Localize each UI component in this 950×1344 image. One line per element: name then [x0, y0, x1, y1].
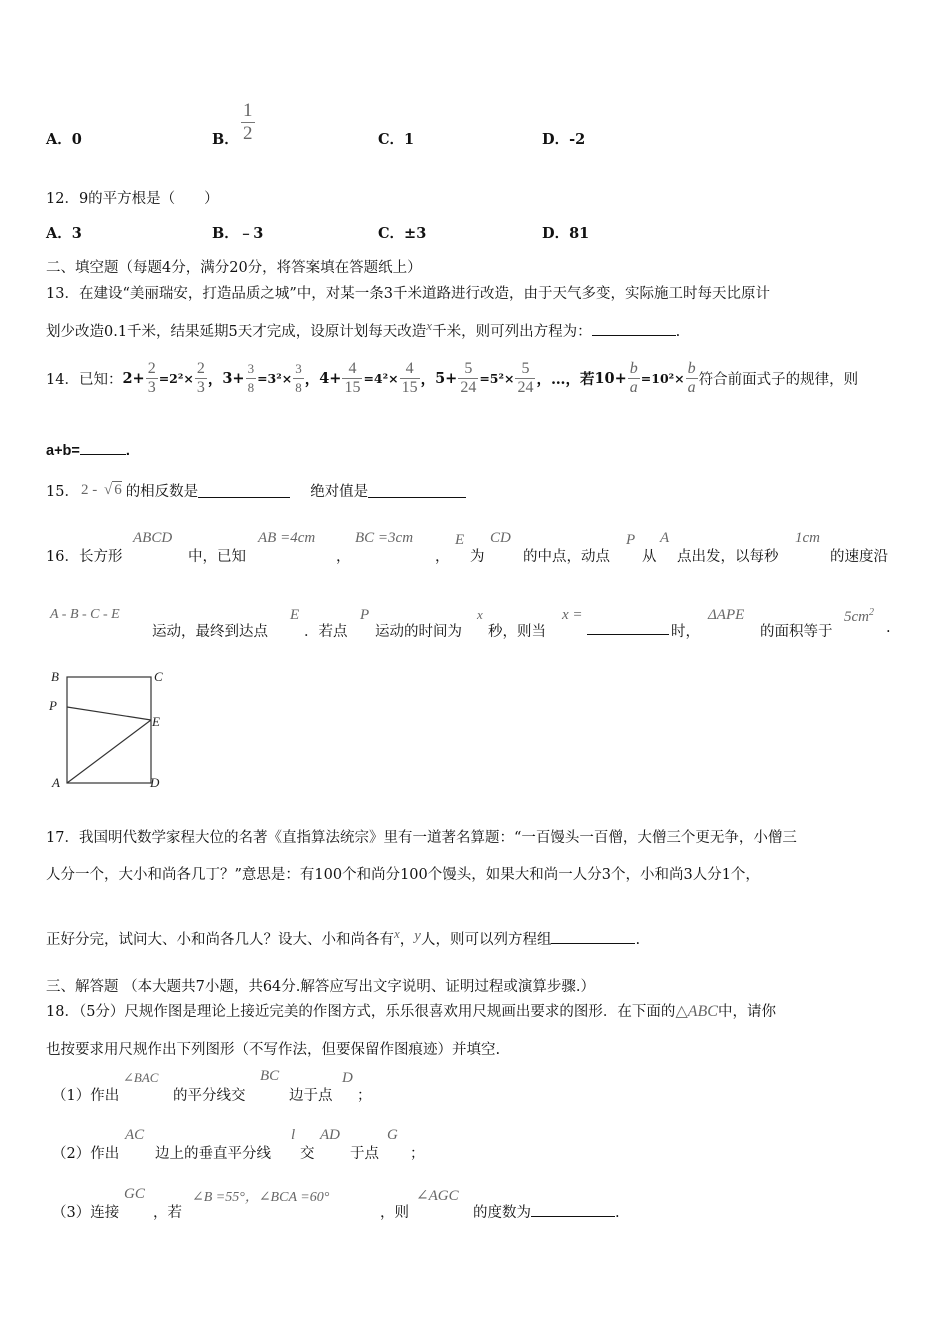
q15-answer-blank-1[interactable]	[198, 483, 290, 498]
q14-t4-a: 5+	[435, 369, 458, 387]
q11-option-b-fraction	[240, 100, 256, 145]
q18-step2-b: 边上的垂直平分线	[155, 1146, 271, 1162]
segment-ae	[67, 720, 151, 783]
q18-step3-lead: （3）连接	[52, 1205, 120, 1221]
q14-f3b-num: 4	[405, 359, 414, 377]
q18-step3-b: ，若	[153, 1205, 182, 1221]
q17-line3	[46, 926, 640, 949]
q18-step2-ac: AC	[125, 1127, 145, 1143]
q17-answer-blank[interactable]	[551, 929, 635, 944]
q15-mid: 的相反数是	[125, 484, 199, 500]
q14-f1-num: 2	[147, 359, 156, 377]
q18-step3-d	[473, 1201, 620, 1222]
q14-lead: 14．已知：	[46, 371, 123, 388]
q17-y: y	[414, 928, 421, 944]
q14-t1-a: 2+	[122, 369, 145, 387]
q11-b-numerator: 1	[243, 100, 253, 121]
q18-step2-l: l	[291, 1127, 296, 1143]
q11-option-b-label: B．	[212, 131, 239, 148]
q14-f1-den: 3	[147, 378, 156, 396]
q18-step3-agc: ∠AGC	[416, 1188, 459, 1204]
q18-step3-end: .	[615, 1205, 620, 1221]
q18-step1-b: 的平分线交	[173, 1088, 246, 1104]
q16-in-known: 中，已知	[188, 549, 246, 565]
q16-speed: 1cm	[795, 530, 820, 546]
q16-end: .	[886, 620, 891, 636]
q16-bc: BC =3cm	[355, 530, 414, 546]
q15-line	[46, 480, 466, 501]
q14-f3b-den: 15	[401, 378, 418, 396]
q18-step2-c: 交	[300, 1146, 315, 1162]
q14-t5-a: 10+	[594, 369, 627, 387]
figure-label-e: E	[152, 714, 160, 729]
q14-f2-den: 8	[247, 379, 255, 395]
q15-expr-root: 6	[114, 482, 122, 498]
q16-l2-e: 时，	[671, 624, 700, 640]
figure-label-b: B	[51, 669, 59, 684]
q14-t1-eq: =2²×	[158, 370, 194, 386]
q13-line2-text2: 千米，则可列出方程为：	[432, 324, 592, 340]
q16-l2-c: 运动的时间为	[375, 624, 462, 640]
rectangle-figure	[40, 662, 180, 794]
q18-step1-bc: BC	[260, 1068, 280, 1084]
q17-line2: 人分一个，大小和尚各几丁？”意思是：有100个和尚分100个馒头，如果大和尚一人分3个，小和尚3人分1个，	[46, 867, 760, 883]
q14-f4-den: 24	[460, 378, 477, 396]
q14-t4-eq: =5²×	[479, 370, 515, 386]
q14-f5b-den: a	[687, 378, 696, 396]
q16-blank-wrap	[587, 620, 669, 639]
section2-title: 二、填空题（每题4分，满分20分，将答案填在答题纸上）	[46, 260, 422, 276]
q11-option-a: A．0	[46, 131, 82, 148]
q16-area-exp: 2	[869, 607, 874, 618]
q14-tail: 符合前面式子的规律，则	[698, 371, 859, 388]
figure-label-d: D	[150, 775, 160, 790]
q15-expr-a: 2 -	[80, 482, 98, 498]
q16-start-text: 点出发，以每秒	[677, 549, 779, 565]
q15-answer-blank-2[interactable]	[368, 483, 466, 498]
q18-step1-d: D	[342, 1070, 353, 1086]
q12-option-d: D．81	[542, 225, 590, 242]
section3-title: 三、解答题 （本大题共7小题，共64分.解答应写出文字说明、证明过程或演算步骤.）	[46, 979, 596, 995]
q16-cd: CD	[490, 530, 511, 546]
q16-x: x	[477, 607, 483, 622]
q16-mid-text: 的中点，动点	[523, 549, 610, 565]
q16-wei: 为	[470, 549, 485, 565]
q14-end: .	[125, 443, 130, 459]
q16-l2-d: 秒，则当	[488, 624, 546, 640]
figure-label-a: A	[52, 775, 60, 790]
q14-line1	[46, 352, 858, 404]
q18-step3-cond: ∠B =55°，∠BCA =60°	[192, 1190, 330, 1205]
q16-rect: ABCD	[133, 530, 173, 546]
q16-e2: E	[290, 607, 300, 623]
q17-comma: ，	[399, 932, 415, 948]
q11-option-c: C．1	[378, 131, 415, 148]
q14-t3-eq: =4²×	[363, 370, 399, 386]
q12-stem: 12．9的平方根是（ ）	[46, 191, 219, 207]
q16-answer-blank[interactable]	[587, 620, 669, 635]
q14-f3-den: 15	[344, 378, 361, 396]
q16-lead: 16．长方形	[46, 549, 123, 565]
q14-answer-blank[interactable]	[80, 440, 126, 455]
q14-t5-eq: =10²×	[640, 370, 685, 386]
q16-l2-f: 的面积等于	[760, 624, 833, 640]
q14-t3-a: 4+	[319, 369, 342, 387]
q18-line1-a: 18．（5分）尺规作图是理论上接近完美的作图方式，乐乐很喜欢用尺规画出要求的图形．在下面的	[46, 1004, 676, 1020]
q17-line1: 17．我国明代数学家程大位的名著《直指算法统宗》里有一道著名算题：“一百馒头一百僧，大僧三个更无争，小僧三	[46, 830, 797, 846]
q14-line2	[46, 440, 130, 459]
q14-f4b-num: 5	[521, 359, 530, 377]
q16-comma-2: ，	[435, 549, 450, 565]
q16-tri: ΔAPE	[708, 607, 745, 623]
q18-line2: 也按要求用尺规作出下列图形（不写作法，但要保留作图痕迹）并填空.	[46, 1042, 501, 1058]
q13-line2-text: 划少改造0.1千米，结果延期5天才完成，设原计划每天改造	[46, 324, 427, 340]
q12-option-b: B．﹣3	[212, 225, 264, 242]
q15-lead: 15．	[46, 484, 79, 500]
q13-line2	[46, 318, 680, 341]
q18-step1-end: ；	[357, 1088, 372, 1104]
q18-tri: △ABC	[675, 1003, 718, 1020]
q14-t2-a: 3+	[222, 369, 245, 387]
q18-step3-c: ，则	[380, 1205, 409, 1221]
q17-line3-a: 正好分完，试问大、小和尚各几人？设大、小和尚各有	[46, 932, 394, 948]
sqrt-icon: √	[103, 482, 113, 498]
q17-end: .	[635, 932, 641, 948]
q16-cong: 从	[642, 549, 657, 565]
q14-f3-num: 4	[348, 359, 357, 377]
q17-x: x	[394, 926, 400, 941]
q18-line1-b: 中，请你	[717, 1004, 776, 1020]
q18-step2-end: ；	[410, 1146, 425, 1162]
q16-p: P	[626, 532, 636, 548]
q18-step1-c: 边于点	[289, 1088, 333, 1104]
q18-line1	[46, 1000, 776, 1021]
q18-step3-d-text: 的度数为	[473, 1205, 531, 1221]
q16-a: A	[660, 530, 670, 546]
q14-f2-num: 3	[247, 360, 255, 376]
q16-path: A - B - C - E	[50, 607, 120, 622]
q13-end: .	[675, 324, 681, 340]
q18-step1-lead: （1）作出	[52, 1088, 120, 1104]
q14-f1b-num: 2	[196, 359, 205, 377]
q14-ellipsis: ，…，若	[536, 370, 595, 388]
q18-answer-blank[interactable]	[531, 1202, 615, 1217]
q14-f4b-den: 24	[517, 378, 534, 396]
q14-sep2: ，	[304, 370, 320, 388]
q16-x-eq: x =	[562, 607, 583, 623]
q13-var-x: x	[426, 318, 433, 333]
q15-abs-label: 绝对值是	[310, 484, 369, 500]
figure-label-c: C	[154, 669, 163, 684]
q11-b-denominator: 2	[243, 123, 253, 144]
q16-l2-b: ．若点	[304, 624, 348, 640]
q14-f2b-den: 8	[295, 379, 302, 395]
q14-f5b-num: b	[687, 359, 696, 377]
segment-pe	[67, 707, 151, 720]
q11-option-d: D．-2	[542, 131, 586, 148]
q17-line3-b: 人，则可以列方程组	[420, 932, 552, 948]
q16-e: E	[455, 532, 465, 548]
q18-step2-d: 于点	[350, 1146, 379, 1162]
q16-area	[844, 607, 874, 626]
q14-sep1: ，	[207, 370, 223, 388]
q14-sep3: ，	[420, 370, 436, 388]
q18-step2-lead: （2）作出	[52, 1146, 120, 1162]
q13-answer-blank[interactable]	[592, 321, 676, 336]
q13-line1: 13．在建设“美丽瑞安，打造品质之城”中，对某一条3千米道路进行改造，由于天气多变，实际施工时每天比原计	[46, 286, 770, 302]
q16-comma-1: ，	[336, 549, 351, 565]
q12-option-c: C．±3	[378, 225, 427, 242]
q16-ab: AB =4cm	[258, 530, 316, 546]
q14-f5-den: a	[629, 378, 638, 396]
q16-speed-text: 的速度沿	[830, 549, 888, 565]
q16-area-value: 5cm	[844, 609, 869, 625]
q18-step1-angle: ∠BAC	[123, 1070, 159, 1085]
q16-l2-a: 运动，最终到达点	[152, 624, 268, 640]
q14-f2b-num: 3	[295, 360, 302, 376]
q16-p2: P	[360, 607, 370, 623]
q15-expr	[81, 482, 122, 499]
q12-option-a: A．3	[46, 225, 82, 242]
figure-label-p: P	[49, 698, 57, 713]
q14-f5-num: b	[629, 359, 638, 377]
q18-step2-ad: AD	[320, 1127, 340, 1143]
q18-step2-g: G	[387, 1127, 398, 1143]
q14-f1b-den: 3	[196, 378, 205, 396]
q14-ab-label: a+b=	[46, 443, 80, 459]
q18-step3-gc: GC	[124, 1186, 145, 1202]
q14-t2-eq: =3²×	[257, 370, 293, 386]
q14-f4-num: 5	[464, 359, 473, 377]
